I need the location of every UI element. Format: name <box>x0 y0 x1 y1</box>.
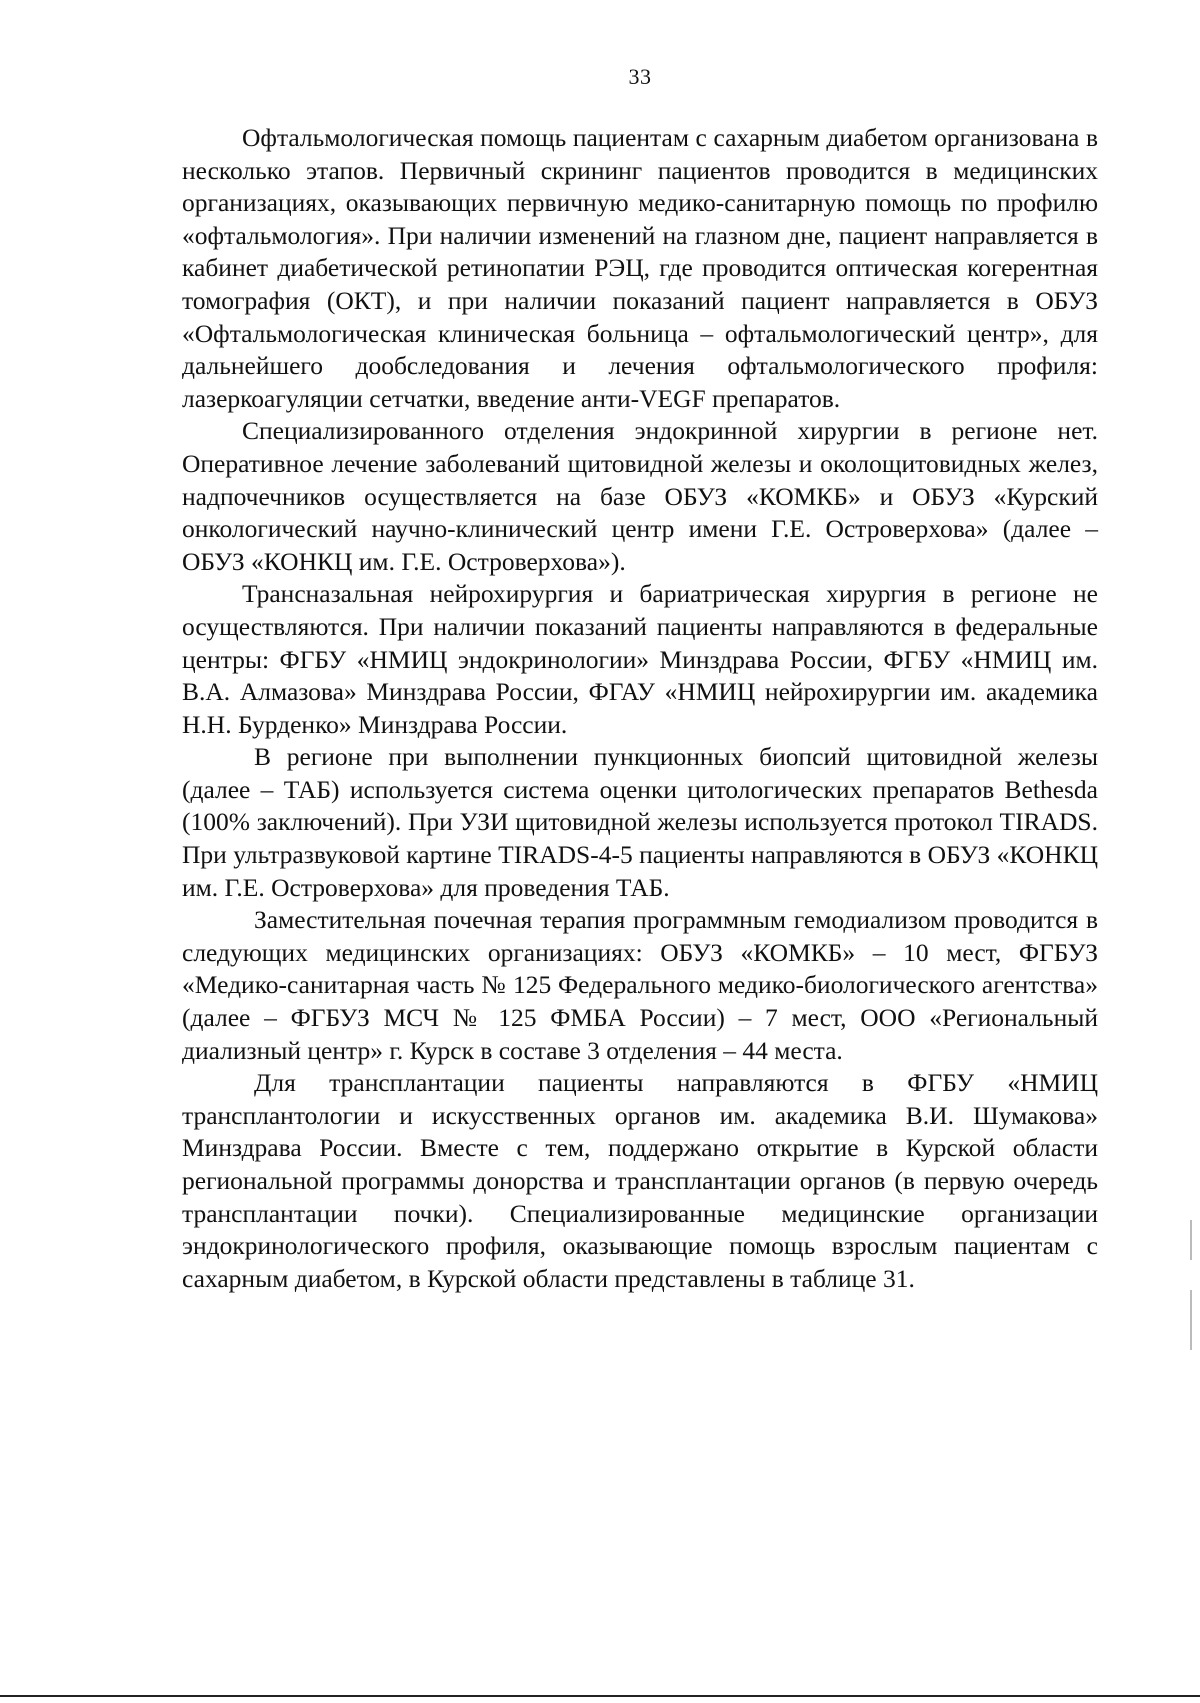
paragraph-hemodialysis: Заместительная почечная терапия программным гемодиализом проводится в следующих медицинских организациях: ОБУЗ «КОМКБ» – 10 мест, ФГБУЗ «Медико-санитарная часть № 125 Федерального медико-биологического агентства» (далее – ФГБУЗ МСЧ № 125 ФМБА России) – 7 мест, ООО «Региональный диализный центр» г. Курск в составе 3 отделения – 44 места. <box>182 905 1098 1065</box>
page-number: 33 <box>628 64 652 89</box>
paragraph-endocrine-surgery: Специализированного отделения эндокринной хирургии в регионе нет. Оперативное лечение заболеваний щитовидной железы и околощитовидных желез, надпочечников осуществляется на базе ОБУЗ «КОМКБ» и ОБУЗ «Курский онкологический научно-клинический центр имени Г.Е. Островерхова» (далее – ОБУЗ «КОНКЦ им. Г.Е. Островерхова»). <box>182 416 1098 576</box>
scan-edge-mark <box>1190 1290 1192 1350</box>
page-bottom-edge <box>0 1695 1200 1697</box>
paragraph-ophthalmology: Офтальмологическая помощь пациентам с сахарным диабетом организована в несколько этапов. Первичный скрининг пациентов проводится в медицинских организациях, оказывающих первичную медико-санитарную помощь по профилю «офтальмология». При наличии изменений на глазном дне, пациент направляется в кабинет диабетической ретинопатии РЭЦ, где проводится оптическая когерентная томография (ОКТ), и при наличии показаний пациент направляется в ОБУЗ «Офтальмологическая клиническая больница – офтальмологический центр», для дальнейшего дообследования и лечения офтальмологического профиля: лазеркоагуляции сетчатки, введение анти-VEGF препаратов. <box>182 123 1098 413</box>
paragraph-neurosurgery-bariatric: Трансназальная нейрохирургия и бариатрическая хирургия в регионе не осуществляются. При наличии показаний пациенты направляются в федеральные центры: ФГБУ «НМИЦ эндокринологии» Минздрава России, ФГБУ «НМИЦ им. В.А. Алмазова» Минздрава России, ФГАУ «НМИЦ нейрохирургии им. академика Н.Н. Бурденко» Минздрава России. <box>182 579 1098 739</box>
body-text <box>182 122 1098 1295</box>
paragraph-transplantation: Для трансплантации пациенты направляются в ФГБУ «НМИЦ трансплантологии и искусственных органов им. академика В.И. Шумакова» Минздрава России. Вместе с тем, поддержано открытие в Курской области региональной программы донорства и трансплантации органов (в первую очередь трансплантации почки). Специализированные медицинские организации эндокринологического профиля, оказывающие помощь взрослым пациентам с сахарным диабетом, в Курской области представлены в таблице 31. <box>182 1068 1098 1293</box>
paragraph-thyroid-biopsy: В регионе при выполнении пункционных биопсий щитовидной железы (далее – ТАБ) используется система оценки цитологических препаратов Bethesda (100% заключений). При УЗИ щитовидной железы используется протокол TIRADS. При ультразвуковой картине TIRADS-4-5 пациенты направляются в ОБУЗ «КОНКЦ им. Г.Е. Островерхова» для проведения ТАБ. <box>182 742 1098 902</box>
scan-edge-mark <box>1190 1220 1192 1260</box>
